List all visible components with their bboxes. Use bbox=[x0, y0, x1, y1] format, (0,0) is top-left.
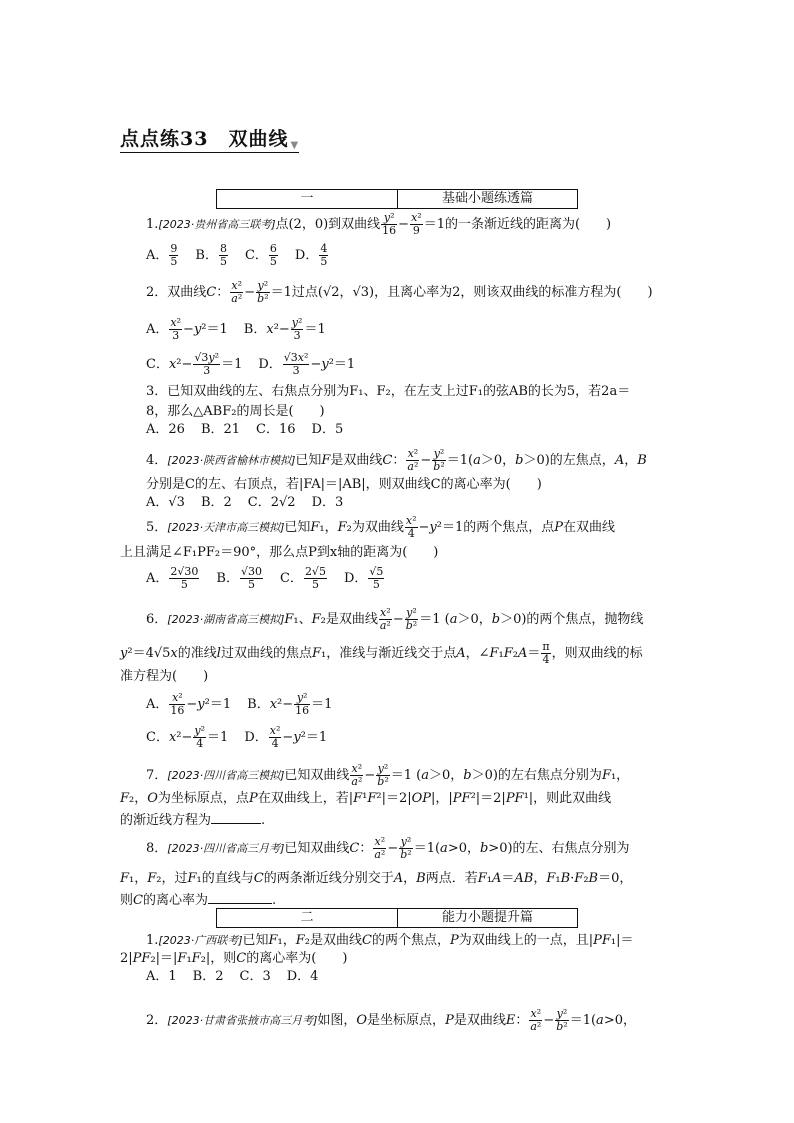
question-1: 1.[2023·贵州省高三联考]点(2，0)到双曲线 $\frac{\text{y²}}{16}$ − $\frac{\text{x²}}{9}$ ＝1的一条渐近线的距离为( ) bbox=[146, 211, 612, 237]
answer-blank[interactable] bbox=[211, 823, 261, 824]
question-6-options-cd: C．x²− $\frac{\text{y²}}{4}$ ＝1 D． $\frac{\text{x²}}{4}$ −y²＝1 bbox=[146, 724, 328, 750]
question-2-options-cd: C．x²− $\frac{\text{√3y²}}{3}$ ＝1 D． $\frac{\text{√3x²}}{3}$ −y²＝1 bbox=[146, 351, 356, 377]
question-7-line-3: 的渐近线方程为 . bbox=[120, 813, 266, 828]
question-6-line-3: 准方程为( ) bbox=[120, 669, 209, 684]
advanced-question-1: 1.[2023·广西联考]已知F₁，F₂是双曲线C的两个焦点，P为双曲线上的一点，且|PF₁|＝ bbox=[146, 933, 634, 948]
page-title-text: 点点练33 双曲线 bbox=[120, 128, 289, 150]
question-1-options: A． $\frac{9}{5}$ B． $\frac{8}{5}$ C． $\frac{6}{5}$ D． $\frac{4}{5}$ bbox=[146, 242, 328, 268]
question-6-options-ab: A． $\frac{\text{x²}}{16}$ −y²＝1 B．x²− $\frac{\text{y²}}{16}$ ＝1 bbox=[146, 691, 333, 717]
answer-blank[interactable] bbox=[208, 903, 272, 904]
section-name: 能力小题提升篇 bbox=[441, 910, 533, 925]
question-6: 6．[2023·湖南省高三模拟]F₁、F₂是双曲线 $\frac{\text{x²}}{\text{a²}}$ − $\frac{\text{y²}}{\text{b²}}$ ＝1 (a＞0，b＞0)的两个焦点，抛物线 bbox=[146, 606, 644, 632]
question-4: 4．[2023·陕西省榆林市模拟]已知F是双曲线C： $\frac{\text{x²}}{\text{a²}}$ − $\frac{\text{y²}}{\text{b²}}$ ＝1(a＞0，b＞0)的左焦点，A，B bbox=[146, 447, 647, 473]
question-3-line-2: 8，那么△ABF₂的周长是( ) bbox=[146, 404, 325, 419]
question-2: 2．双曲线C： $\frac{\text{x²}}{\text{a²}}$ − $\frac{\text{y²}}{\text{b²}}$ ＝1过点(√2，√3)，且离心率为2，则该双曲线的标准方程为( ) bbox=[146, 279, 653, 305]
section-header-advanced bbox=[216, 908, 578, 928]
question-8-line-2: F₁，F₂，过F₁的直线与C的两条渐近线分别交于A，B两点．若F₁A＝AB，F₁B·F₂B＝0， bbox=[120, 871, 633, 886]
question-5-options: A． $\frac{2√30}{5}$ B． $\frac{√30}{5}$ C． $\frac{2√5}{5}$ D． $\frac{√5}{5}$ bbox=[146, 565, 384, 591]
section-name: 基础小题练透篇 bbox=[441, 191, 533, 206]
triangle-marker-icon: ▼ bbox=[290, 140, 300, 151]
question-4-options: A．√3 B．2 C．2√2 D．3 bbox=[146, 495, 344, 510]
advanced-question-1-line-2: 2|PF₂|＝|F₁F₂|，则C的离心率为( ) bbox=[120, 951, 348, 966]
question-7-line-2: F₂，O为坐标原点，点P在双曲线上，若|F¹F²|＝2|OP|，|PF²|＝2|PF¹|，则此双曲线 bbox=[120, 791, 612, 806]
page-title bbox=[120, 124, 299, 153]
section-number: 二 bbox=[217, 909, 398, 927]
question-5-line-2: 上且满足∠F₁PF₂＝90°，那么点P到x轴的距离为( ) bbox=[120, 545, 439, 560]
question-4-line-2: 分别是C的左、右顶点，若|FA|＝|AB|，则双曲线C的离心率为( ) bbox=[146, 477, 542, 492]
advanced-question-1-options: A．1 B．2 C．3 D．4 bbox=[146, 969, 319, 984]
question-6-line-2: y²＝4√5x的准线l过双曲线的焦点F₁，准线与渐近线交于点A，∠F₁F₂A＝ $\frac{\pi}{4}$ ，则双曲线的标 bbox=[120, 640, 643, 666]
question-8-line-3: 则C的离心率为 . bbox=[120, 893, 277, 908]
section-number: 一 bbox=[217, 190, 398, 208]
question-3-line-1: 3．已知双曲线的左、右焦点分别为F₁、F₂，在左支上过F₁的弦AB的长为5，若2a＝ bbox=[146, 384, 631, 399]
question-3-options: A．26 B．21 C．16 D．5 bbox=[146, 422, 344, 437]
question-2-options-ab: A． $\frac{\text{x²}}{3}$ −y²＝1 B．x²− $\frac{\text{y²}}{3}$ ＝1 bbox=[146, 316, 326, 342]
question-8: 8．[2023·四川省高三月考]已知双曲线C： $\frac{\text{x²}}{\text{a²}}$ − $\frac{\text{y²}}{\text{b²}}$ ＝1(a>0，b>0)的左、右焦点分别为 bbox=[146, 835, 630, 861]
question-5: 5．[2023·天津市高三模拟]已知F₁，F₂为双曲线 $\frac{\text{x²}}{4}$ −y²＝1的两个焦点，点P在双曲线 bbox=[146, 514, 616, 540]
question-7: 7．[2023·四川省高三模拟]已知双曲线 $\frac{\text{x²}}{\text{a²}}$ − $\frac{\text{y²}}{\text{b²}}$ ＝1 (a＞0，b＞0)的左右焦点分别为F₁， bbox=[146, 762, 630, 788]
advanced-question-2: 2．[2023·甘肃省张掖市高三月考]如图，O是坐标原点，P是双曲线E： $\frac{\text{x²}}{\text{a²}}$ − $\frac{\text{y²}}{\text{b²}}$ ＝1(a>0， bbox=[146, 1007, 636, 1033]
section-header-basic bbox=[216, 189, 578, 209]
